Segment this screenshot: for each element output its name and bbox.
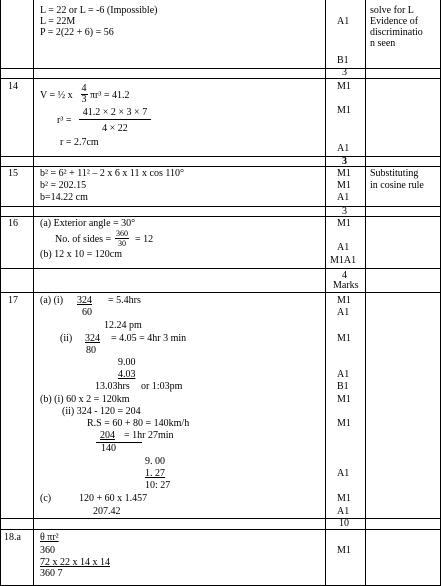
fraction-bar bbox=[96, 442, 142, 443]
mark: M1 bbox=[337, 418, 351, 429]
working-line: r = 2.7cm bbox=[60, 137, 99, 148]
fraction-bar bbox=[79, 119, 151, 120]
fraction-numerator: 324 bbox=[77, 295, 92, 306]
working-line: θ πr² bbox=[40, 532, 59, 543]
sub-part-label: (a) (i) bbox=[40, 295, 64, 306]
mark: M1 bbox=[337, 493, 351, 504]
sub-part-label: (c) bbox=[40, 493, 52, 504]
mark: A1 bbox=[337, 242, 350, 253]
mark: M1 bbox=[337, 545, 351, 556]
mark: A1 bbox=[337, 16, 350, 27]
working-line: or 1:03pm bbox=[141, 381, 183, 392]
row-total: 3 bbox=[342, 206, 347, 217]
question-number: 15 bbox=[8, 168, 18, 179]
working-line: = 5.4hrs bbox=[108, 295, 141, 306]
working-line: (b) 12 x 10 = 120cm bbox=[40, 249, 123, 260]
fraction-numerator: 324 bbox=[85, 333, 100, 344]
mark: M1 bbox=[337, 105, 351, 116]
mark: A1 bbox=[337, 506, 350, 517]
row-total: 4 bbox=[342, 270, 347, 281]
working-line: L = 22 or L = -6 (Impossible) bbox=[40, 5, 158, 16]
working-line: πr³ = 41.2 bbox=[90, 90, 130, 101]
working-line: No. of sides = bbox=[55, 234, 112, 245]
question-number: 18.a bbox=[4, 532, 21, 543]
mark: M1A1 bbox=[330, 255, 357, 266]
working-line: 12.24 pm bbox=[104, 320, 142, 331]
mark: A1 bbox=[337, 369, 350, 380]
row-divider bbox=[0, 216, 441, 217]
working-line: = 1hr 27min bbox=[124, 430, 174, 441]
working-line: = 4.05 = 4hr 3 min bbox=[111, 333, 187, 344]
working-line: 10: 27 bbox=[145, 480, 171, 491]
question-number: 14 bbox=[8, 81, 18, 92]
working-line: 360 bbox=[40, 545, 55, 556]
row-divider bbox=[0, 156, 441, 157]
working-line: (a) Exterior angle = 30° bbox=[40, 218, 136, 229]
row-divider bbox=[0, 529, 441, 530]
mark: A1 bbox=[337, 192, 350, 203]
row-divider bbox=[0, 268, 441, 269]
mark: M1 bbox=[337, 394, 351, 405]
comment: Substituting bbox=[370, 168, 419, 179]
fraction-denominator: 3 bbox=[81, 94, 87, 105]
fraction-denominator: 60 bbox=[82, 307, 92, 318]
column-divider bbox=[33, 0, 34, 586]
working-line: 72 x 22 x 14 x 14 bbox=[40, 557, 110, 568]
row-divider bbox=[0, 518, 441, 519]
working-line: = 12 bbox=[135, 234, 154, 245]
comment: Evidence of bbox=[370, 16, 419, 27]
row-divider bbox=[0, 78, 441, 79]
working-line: R.S = 60 + 80 = 140km/h bbox=[87, 418, 190, 429]
fraction-numerator: 4 bbox=[81, 83, 87, 94]
mark: A1 bbox=[337, 468, 350, 479]
fraction-denominator: 30 bbox=[118, 239, 126, 248]
mark: M1 bbox=[337, 81, 351, 92]
table-border-left bbox=[0, 0, 1, 586]
row-divider bbox=[0, 206, 441, 207]
row-divider bbox=[0, 68, 441, 69]
fraction-denominator: 4 × 22 bbox=[102, 123, 128, 134]
working-line: b² = 202.15 bbox=[40, 180, 87, 191]
working-line: L = 22M bbox=[40, 16, 76, 27]
working-line: (b) (i) 60 x 2 = 120km bbox=[40, 394, 130, 405]
mark: M1 bbox=[337, 180, 351, 191]
row-divider bbox=[0, 166, 441, 167]
mark: M1 bbox=[337, 218, 351, 229]
fraction-numerator: 204 bbox=[100, 430, 115, 441]
column-divider bbox=[365, 0, 366, 586]
comment: n seen bbox=[370, 38, 396, 49]
question-number: 16 bbox=[8, 218, 18, 229]
working-line: V = ½ x bbox=[40, 90, 73, 101]
fraction-denominator: 140 bbox=[101, 443, 116, 454]
question-number: 17 bbox=[8, 295, 18, 306]
fraction-denominator: 80 bbox=[86, 345, 96, 356]
fraction-numerator: 41.2 × 2 × 3 × 7 bbox=[82, 107, 148, 118]
comment: in cosine rule bbox=[370, 180, 424, 191]
column-divider bbox=[325, 0, 326, 586]
mark: B1 bbox=[337, 381, 349, 392]
working-line: (ii) 324 - 120 = 204 bbox=[62, 406, 141, 417]
mark: M1 bbox=[337, 333, 351, 344]
working-line: b² = 6² + 11² – 2 x 6 x 11 x cos 110° bbox=[40, 168, 184, 179]
working-line: 13.03hrs bbox=[95, 381, 130, 392]
working-line: 4.03 bbox=[118, 369, 136, 380]
row-divider bbox=[0, 292, 441, 293]
row-total: 3 bbox=[342, 67, 347, 78]
row-total: 10 bbox=[339, 518, 349, 529]
working-line: 120 + 60 x 1.457 bbox=[79, 493, 148, 504]
working-line: 9.00 bbox=[118, 357, 136, 368]
row-total: 3 bbox=[342, 156, 347, 167]
mark: A1 bbox=[337, 143, 350, 154]
sub-part-label: (ii) bbox=[60, 333, 73, 344]
mark: M1 bbox=[337, 295, 351, 306]
comment: solve for L bbox=[370, 5, 414, 16]
marks-label: Marks bbox=[333, 280, 359, 291]
working-line: 207.42 bbox=[93, 506, 121, 517]
comment: discriminatio bbox=[370, 27, 423, 38]
working-line: r³ = bbox=[57, 115, 72, 126]
working-line: 9. 00 bbox=[145, 456, 165, 467]
fraction-numerator: 360 bbox=[116, 229, 128, 238]
mark: A1 bbox=[337, 307, 350, 318]
working-line: 360 7 bbox=[40, 568, 63, 579]
mark: M1 bbox=[337, 168, 351, 179]
working-line: P = 2(22 + 6) = 56 bbox=[40, 27, 114, 38]
working-line: 1. 27 bbox=[145, 468, 165, 479]
working-line: b=14.22 cm bbox=[40, 192, 88, 203]
mark: B1 bbox=[337, 55, 349, 66]
